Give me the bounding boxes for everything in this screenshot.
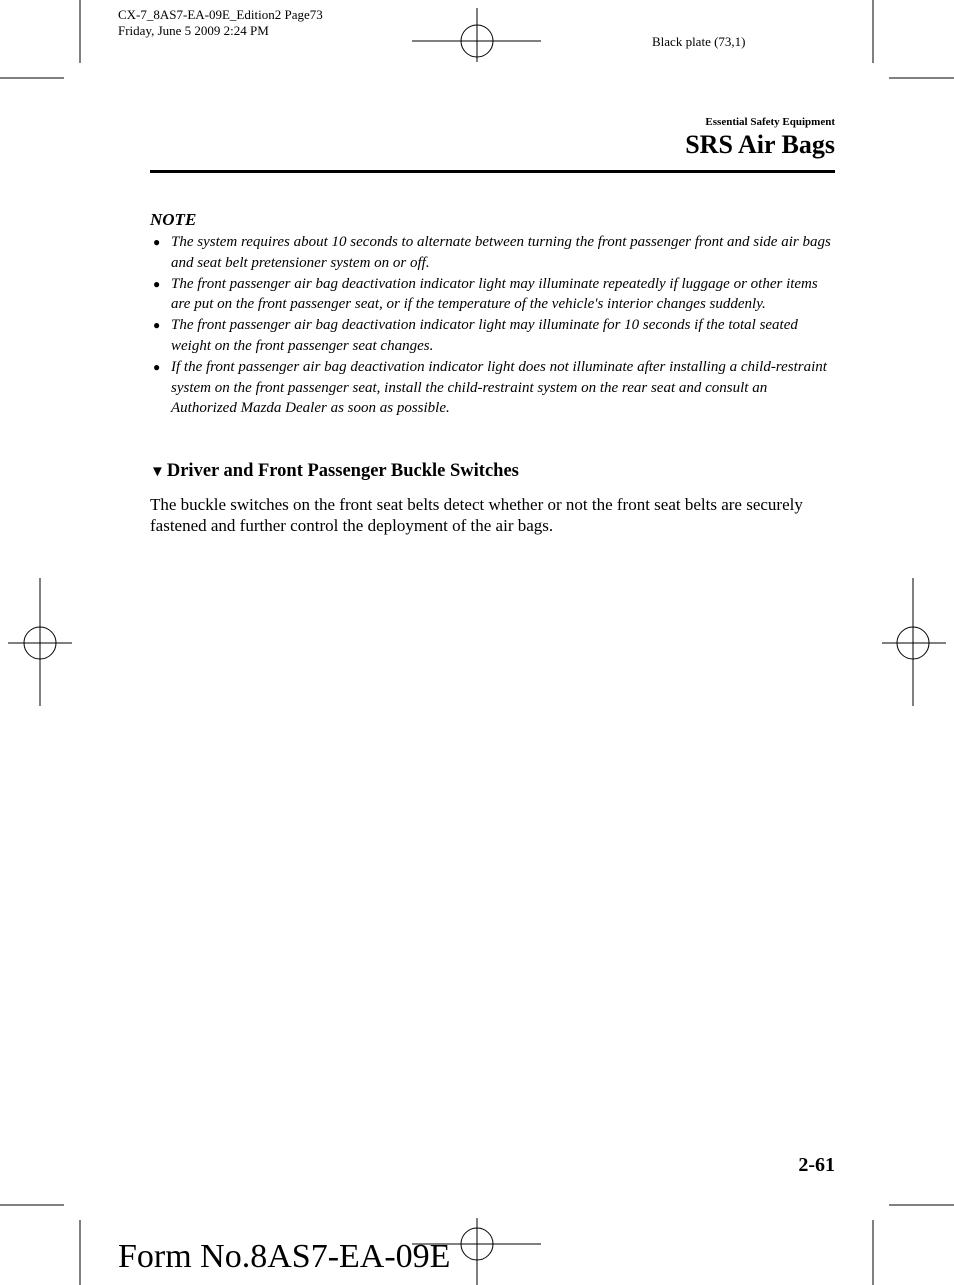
form-number: Form No.8AS7-EA-09E xyxy=(118,1238,451,1275)
bullet-icon: ● xyxy=(153,235,161,249)
print-info xyxy=(118,7,323,39)
note-title: NOTE xyxy=(150,210,197,229)
note-item-text: The system requires about 10 seconds to alternate between turning the front passenger front and side air bags and seat belt pretensioner system on or off. xyxy=(171,234,831,271)
page-title: SRS Air Bags xyxy=(685,130,835,159)
bullet-icon: ● xyxy=(153,359,161,374)
note-list xyxy=(150,232,835,419)
section-heading xyxy=(150,461,519,482)
page-number: 2-61 xyxy=(798,1154,835,1176)
note-item xyxy=(150,315,835,357)
note-item xyxy=(150,357,835,419)
bullet-icon: ● xyxy=(153,276,161,291)
section-label: Essential Safety Equipment xyxy=(705,116,835,128)
note-item-text: If the front passenger air bag deactivation indicator light does not illuminate after installing a child-restraint system on the front passenger seat, install the child-restraint system on the rear seat and consult an Authorized Mazda Dealer as soon as possible. xyxy=(171,358,827,417)
print-info-date: Friday, June 5 2009 2:24 PM xyxy=(118,23,269,38)
note-item-text: The front passenger air bag deactivation indicator light may illuminate repeatedly if luggage or other items are put on the front passenger seat, or if the temperature of the vehicle's interior changes suddenly. xyxy=(171,275,818,313)
section-heading-text: Driver and Front Passenger Buckle Switches xyxy=(166,461,519,481)
note-item-text: The front passenger air bag deactivation indicator light may illuminate for 10 seconds if the total seated weight on the front passenger seat changes. xyxy=(171,317,798,354)
header-rule xyxy=(150,170,835,173)
triangle-down-icon: ▼ xyxy=(150,464,165,480)
note-item xyxy=(150,232,835,274)
plate-label: Black plate (73,1) xyxy=(652,34,746,49)
bullet-icon: ● xyxy=(153,318,161,333)
note-item xyxy=(150,274,835,316)
print-info-file: CX-7_8AS7-EA-09E_Edition2 Page73 xyxy=(118,7,323,22)
body-paragraph: The buckle switches on the front seat belts detect whether or not the front seat belts are securely fastened and further control the deployment of the air bags. xyxy=(150,495,803,535)
